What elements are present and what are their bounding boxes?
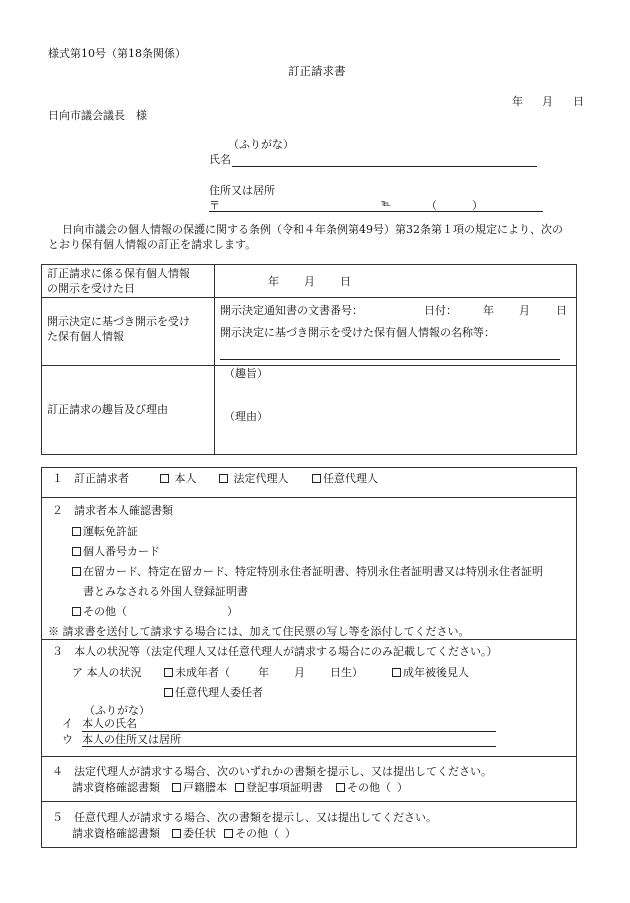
- opt-other-5-close: ）: [285, 827, 296, 840]
- opt-voluntary[interactable]: 任意代理人: [312, 473, 378, 484]
- sep-4: [41, 801, 577, 802]
- checkbox-icon: [72, 567, 81, 576]
- checkbox-icon: [392, 668, 401, 677]
- row2-month: 月: [519, 304, 530, 317]
- i-label: イ: [62, 717, 73, 730]
- person-name-line[interactable]: [82, 731, 496, 732]
- minor-month: 月: [294, 666, 305, 679]
- name-field-line[interactable]: [232, 166, 537, 167]
- checkbox-icon: [164, 688, 173, 697]
- row2-day: 日: [556, 304, 567, 317]
- checkbox-icon: [235, 783, 244, 792]
- tel-mark: ℡: [381, 199, 391, 209]
- form-number: 様式第10号（第18条関係）: [48, 47, 186, 60]
- row2-name-line[interactable]: [220, 359, 560, 360]
- checkbox-icon: [312, 474, 321, 483]
- doc-other-close: ）: [227, 605, 238, 618]
- row3-label: 訂正請求の趣旨及び理由: [47, 403, 168, 416]
- checkbox-icon: [72, 607, 81, 616]
- section5-docs-label: 請求資格確認書類: [72, 827, 160, 840]
- table-row-sep-1: [41, 297, 577, 298]
- u-text: 本人の住所又は居所: [82, 733, 181, 746]
- row3-purpose: （趣旨）: [224, 367, 268, 380]
- opt-registry-cert[interactable]: 登記事項証明書: [235, 782, 323, 793]
- opt-family-register[interactable]: 戸籍謄本: [172, 782, 227, 793]
- section4-title: ４ 法定代理人が請求する場合、次のいずれかの書類を提示し、又は提出してください。: [52, 765, 492, 778]
- opt-other-4[interactable]: その他（: [336, 782, 391, 793]
- sep-1: [41, 497, 577, 498]
- i-text: 本人の氏名: [82, 717, 137, 730]
- checkbox-icon: [336, 783, 345, 792]
- minor-day: 日生）: [330, 666, 363, 679]
- row2-docnum: 開示決定通知書の文書番号：: [220, 304, 363, 317]
- row1-day: 日: [340, 275, 351, 288]
- tel-paren-open: （: [426, 199, 437, 212]
- opt-other-5[interactable]: その他（: [224, 828, 279, 839]
- section2-title: ２ 請求者本人確認書類: [52, 504, 173, 517]
- postal-mark: 〒: [209, 199, 220, 212]
- row2-name: 開示決定に基づき開示を受けた保有個人情報の名称等：: [220, 326, 495, 339]
- intro-line-2: とおり保有個人情報の訂正を請求します。: [48, 238, 257, 251]
- table-divider: [214, 264, 215, 455]
- row1-label-1: 訂正請求に係る保有個人情報: [47, 267, 190, 280]
- page-title: 訂正請求書: [288, 64, 346, 78]
- section2-note: ※ 請求書を送付して請求する場合には、加えて住民票の写し等を添付してください。: [48, 625, 470, 638]
- checkbox-icon: [172, 783, 181, 792]
- opt-other-4-close: ）: [397, 781, 408, 794]
- u-label: ウ: [62, 733, 73, 746]
- address-field-line[interactable]: [209, 211, 543, 212]
- opt-minor[interactable]: 未成年者（: [164, 667, 230, 678]
- row2-year: 年: [483, 304, 494, 317]
- row1-month: 月: [304, 275, 315, 288]
- checkbox-icon: [219, 474, 228, 483]
- sep-3: [41, 756, 577, 757]
- sep-2: [41, 639, 577, 640]
- doc-residence-card-2: 書とみなされる外国人登録証明書: [83, 585, 248, 598]
- doc-mynumber[interactable]: 個人番号カード: [72, 546, 160, 557]
- table-row-sep-2: [41, 365, 577, 366]
- addressee: 日向市議会議長 様: [48, 109, 147, 122]
- row1-label-2: の開示を受けた日: [47, 282, 135, 295]
- date-day-label: 日: [573, 95, 584, 108]
- row2-label-2: た保有個人情報: [47, 330, 124, 343]
- opt-delegator[interactable]: 任意代理人委任者: [164, 687, 263, 698]
- address-label: 住所又は居所: [209, 184, 275, 197]
- checkbox-icon: [164, 668, 173, 677]
- minor-year: 年: [258, 666, 269, 679]
- doc-other[interactable]: その他（: [72, 606, 127, 617]
- doc-residence-card[interactable]: 在留カード、特定在留カード、特定特別永住者証明書、特別永住者証明書又は特別永住者証明: [72, 566, 543, 577]
- name-label: 氏名: [209, 153, 231, 166]
- opt-self[interactable]: 本人: [160, 473, 197, 484]
- checkbox-icon: [172, 829, 181, 838]
- intro-line-1: 日向市議会の個人情報の保護に関する条例（令和４年条例第49号）第32条第１項の規定により、次の: [62, 223, 563, 236]
- a-label: ア 本人の状況: [72, 666, 142, 679]
- opt-power-of-attorney[interactable]: 委任状: [172, 828, 216, 839]
- checkbox-icon: [72, 547, 81, 556]
- section5-title: ５ 任意代理人が請求する場合、次の書類を提示し、又は提出してください。: [52, 811, 437, 824]
- row1-year: 年: [268, 275, 279, 288]
- tel-paren-close: ）: [472, 199, 483, 212]
- section1-label: １ 訂正請求者: [52, 472, 129, 485]
- section3-title: ３ 本人の状況等（法定代理人又は任意代理人が請求する場合にのみ記載してください。）: [52, 645, 498, 658]
- person-address-line[interactable]: [82, 746, 496, 747]
- checkbox-icon: [160, 474, 169, 483]
- opt-adult-ward[interactable]: 成年被後見人: [392, 667, 469, 678]
- applicant-furigana: （ふりがな）: [228, 138, 294, 151]
- row2-label-1: 開示決定に基づき開示を受け: [47, 315, 190, 328]
- section4-docs-label: 請求資格確認書類: [72, 781, 160, 794]
- opt-legal[interactable]: 法定代理人: [219, 473, 289, 484]
- row3-reason: （理由）: [224, 410, 268, 423]
- row2-dated: 日付：: [424, 304, 457, 317]
- checkbox-icon: [224, 829, 233, 838]
- doc-license[interactable]: 運転免許証: [72, 526, 138, 537]
- date-month-label: 月: [542, 95, 553, 108]
- section3-furigana: （ふりがな）: [84, 704, 150, 717]
- date-year-label: 年: [512, 95, 523, 108]
- checkbox-icon: [72, 527, 81, 536]
